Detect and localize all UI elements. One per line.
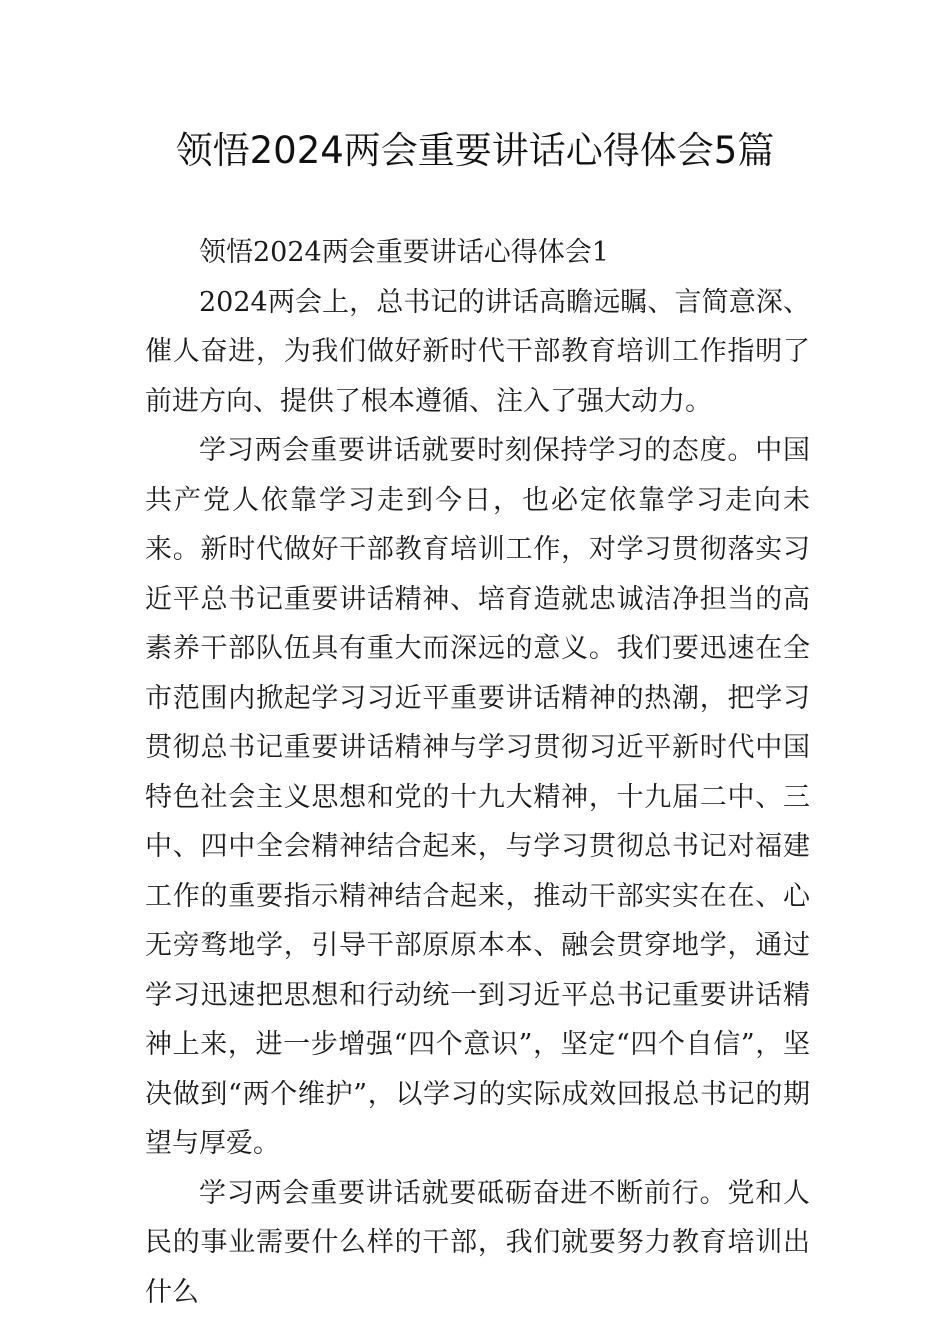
document-title: 领悟2024两会重要讲话心得体会5篇	[175, 129, 775, 172]
section-heading: 领悟2024两会重要讲话心得体会1	[199, 237, 609, 268]
paragraph: 2024两会上，总书记的讲话高瞻远瞩、言简意深、催人奋进，为我们做好新时代干部教育培训工作指明了前进方向、提供了根本遵循、注入了强大动力。	[145, 286, 810, 417]
paragraph: 学习两会重要讲话就要砥砺奋进不断前行。党和人民的事业需要什么样的干部，我们就要努力教育培训出什么	[145, 1177, 810, 1308]
paragraph: 学习两会重要讲话就要时刻保持学习的态度。中国共产党人依靠学习走到今日，也必定依靠学习走向未来。新时代做好干部教育培训工作，对学习贯彻落实习近平总书记重要讲话精神、培育造就忠诚洁净担当的高素养干部队伍具有重大而深远的意义。我们要迅速在全市范围内掀起学习习近平重要讲话精神的热潮，把学习贯彻总书记重要讲话精神与学习贯彻习近平新时代中国特色社会主义思想和党的十九大精神，十九届二中、三中、四中全会精神结合起来，与学习贯彻总书记对福建工作的重要指示精神结合起来，推动干部实实在在、心无旁骛地学，引导干部原原本本、融会贯穿地学，通过学习迅速把思想和行动统一到习近平总书记重要讲话精神上来，进一步增强“四个意识”，坚定“四个自信”，坚决做到“两个维护”，以学习的实际成效回报总书记的期望与厚爱。	[145, 435, 810, 1159]
document-body	[145, 228, 810, 1317]
